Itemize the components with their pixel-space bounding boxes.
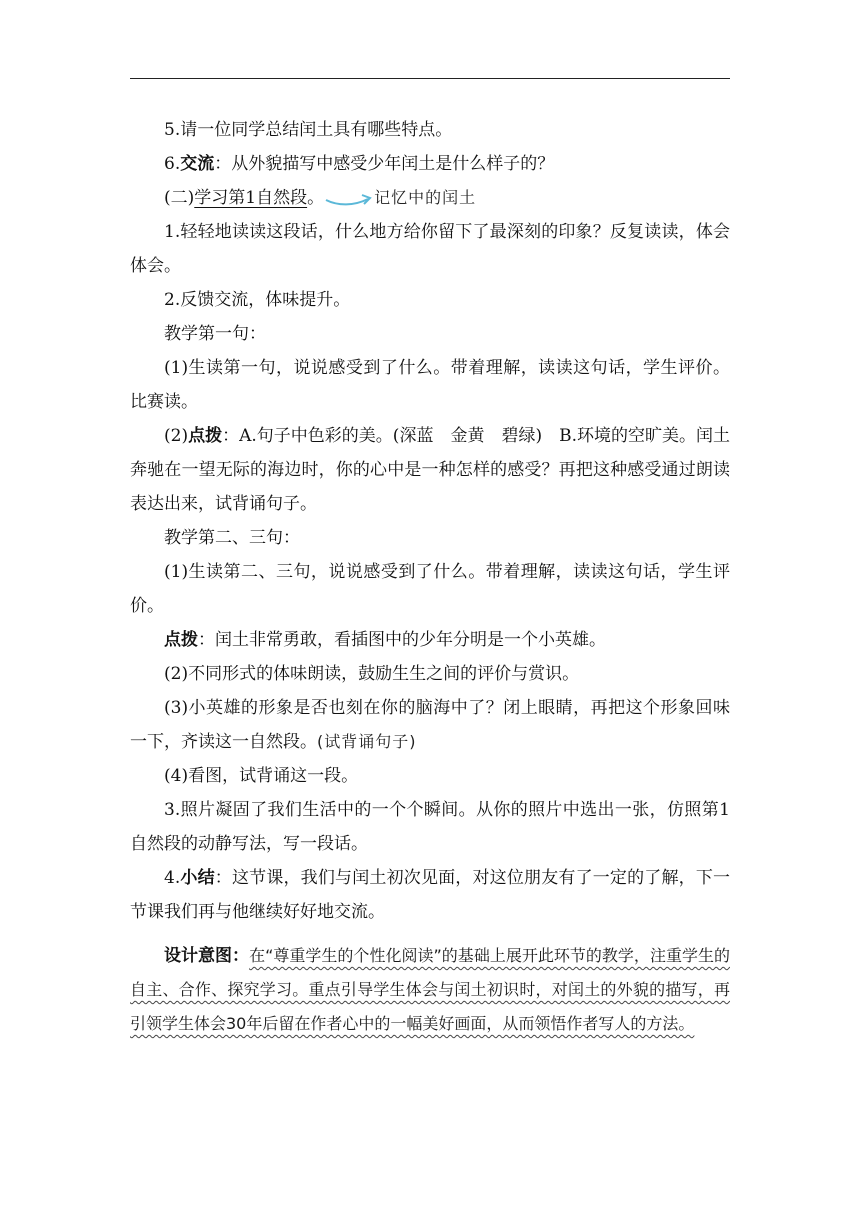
sentence-two-three-heading: 教学第二、三句： bbox=[164, 528, 300, 548]
step-3: 3.照片凝固了我们生活中的一个个瞬间。从你的照片中选出一张，仿照第1自然段的动静写法，写一段话。 bbox=[130, 800, 730, 854]
sentence-one-heading: 教学第一句： bbox=[164, 324, 266, 344]
sentence-one-item-2 bbox=[130, 419, 730, 521]
sentence-two-item-1: (1)生读第二、三句，说说感受到了什么。带着理解，读读这句话，学生评价。 bbox=[130, 562, 730, 616]
design-intent bbox=[130, 939, 730, 1041]
item-3-annotation: (试背诵句子) bbox=[317, 732, 417, 751]
section-two-prefix: (二) bbox=[164, 188, 195, 208]
step-5: 5.请一位同学总结闰土具有哪些特点。 bbox=[164, 120, 453, 140]
tip-text: ：闰土非常勇敢，看插图中的少年分明是一个小英雄。 bbox=[198, 630, 606, 650]
sentence-two-item-4: (4)看图，试背诵这一段。 bbox=[164, 766, 359, 786]
item-3-text: (3)小英雄的形象是否也刻在你的脑海中了？闭上眼睛，再把这个形象回味一下，齐读这一自然段。 bbox=[130, 698, 730, 752]
design-intent-text: 在“尊重学生的个性化阅读”的基础上展开此环节的教学，注重学生的自主、合作、探究学习。重点引导学生体会与闰土初识时，对闰土的外貌的描写，再引领学生体会30年后留在作者心中的一幅美好画面，从而领悟作者写人的方法。 bbox=[130, 946, 730, 1033]
section-two-title: 学习第1自然段 bbox=[194, 188, 308, 208]
step-6 bbox=[130, 147, 730, 181]
item-2-num: (2) bbox=[164, 426, 189, 446]
step-6-num: 6. bbox=[164, 154, 181, 174]
item-2-keyword: 点拨 bbox=[188, 426, 223, 446]
section-two-heading bbox=[130, 181, 730, 215]
step-6-text: ：从外貌描写中感受少年闰土是什么样子的？ bbox=[214, 154, 555, 174]
step-4-keyword: 小结 bbox=[180, 868, 215, 888]
tip-paragraph bbox=[130, 623, 730, 657]
header-rule bbox=[130, 78, 730, 79]
section-two-annotation: 记忆中的闰土 bbox=[374, 188, 477, 207]
step-1: 1.轻轻地读读这段话，什么地方给你留下了最深刻的印象？反复读读，体会体会。 bbox=[130, 222, 730, 276]
annotation-arrow-icon bbox=[324, 191, 374, 207]
step-6-keyword: 交流 bbox=[180, 154, 215, 174]
sentence-one-item-1: (1)生读第一句，说说感受到了什么。带着理解，读读这句话，学生评价。比赛读。 bbox=[130, 358, 730, 412]
item-2-text: ：A.句子中色彩的美。(深蓝 金黄 碧绿) B.环境的空旷美。闰土奔驰在一望无际的海边时，你的心中是一种怎样的感受？再把这种感受通过朗读表达出来，试背诵句子。 bbox=[130, 426, 731, 514]
step-4-num: 4. bbox=[164, 868, 181, 888]
design-intent-label: 设计意图： bbox=[164, 946, 250, 966]
tip-keyword: 点拨 bbox=[164, 630, 198, 650]
lesson-content bbox=[130, 113, 730, 1041]
step-4 bbox=[130, 861, 730, 929]
sentence-two-item-3 bbox=[130, 691, 730, 759]
step-4-text: ：这节课，我们与闰土初次见面，对这位朋友有了一定的了解，下一节课我们再与他继续好好地交流。 bbox=[130, 868, 731, 922]
section-two-dot: 。 bbox=[307, 188, 325, 208]
step-2: 2.反馈交流，体味提升。 bbox=[164, 290, 351, 310]
sentence-two-item-2: (2)不同形式的体味朗读，鼓励生生之间的评价与赏识。 bbox=[164, 664, 580, 684]
